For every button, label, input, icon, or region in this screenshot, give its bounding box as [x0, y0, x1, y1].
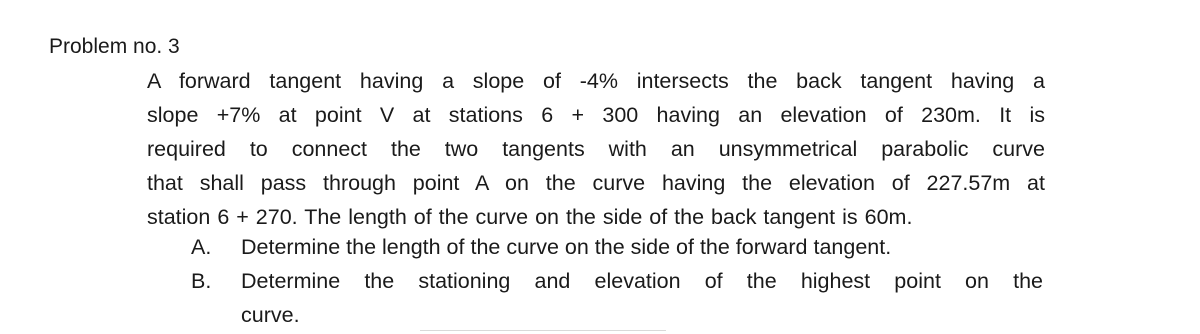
problem-statement	[147, 64, 1045, 234]
question-text	[241, 264, 1043, 332]
statement-line: that shall pass through point A on the curve having the elevation of 227.57m at	[147, 171, 1045, 195]
statement-line: A forward tangent having a slope of -4% intersects the back tangent having a	[147, 69, 1045, 93]
question-marker: B.	[191, 269, 212, 293]
question-line: curve.	[241, 303, 300, 327]
question-line: Determine the length of the curve on the side of the forward tangent.	[241, 235, 892, 259]
statement-line: required to connect the two tangents with an unsymmetrical parabolic curve	[147, 137, 1045, 161]
problem-title: Problem no. 3	[49, 35, 180, 58]
statement-line: station 6 + 270. The length of the curve on the side of the back tangent is 60m.	[147, 205, 913, 229]
question-item-a	[191, 230, 1043, 264]
question-text	[241, 230, 1043, 264]
statement-line: slope +7% at point V at stations 6 + 300 having an elevation of 230m. It is	[147, 103, 1045, 127]
question-marker: A.	[191, 235, 212, 259]
divider	[420, 330, 666, 331]
question-list	[191, 230, 1043, 332]
question-line: Determine the stationing and elevation of the highest point on the	[241, 269, 1043, 293]
question-item-b	[191, 264, 1043, 332]
